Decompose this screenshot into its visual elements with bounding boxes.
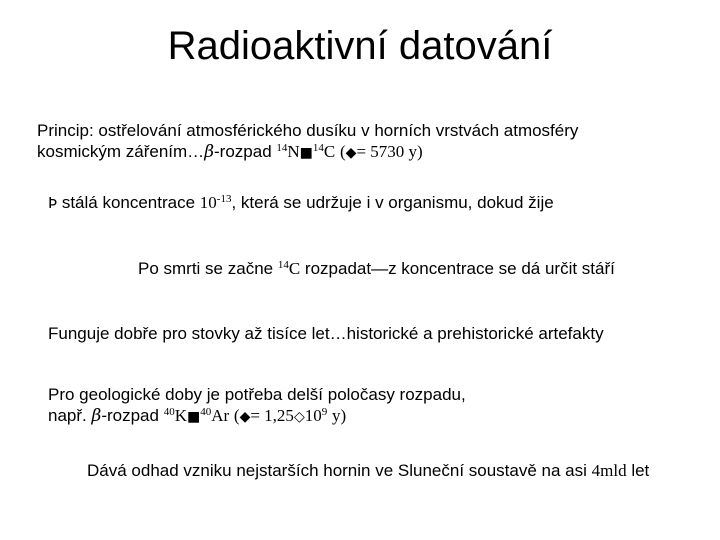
implies-icon: Þ bbox=[48, 194, 58, 212]
beta-symbol-2: β bbox=[91, 406, 102, 426]
concentration-paragraph bbox=[48, 192, 554, 214]
example-prefix: např. bbox=[48, 406, 87, 425]
carbon-14-mass: 14 bbox=[277, 258, 289, 271]
arrow-icon: ■ bbox=[299, 145, 313, 161]
potassium-symbol: K bbox=[174, 406, 187, 425]
potassium-half-life: = 1,25 bbox=[250, 406, 294, 425]
times-icon: ◇ bbox=[293, 409, 305, 425]
tau-icon-2: ◆ bbox=[239, 409, 251, 425]
after-death-text: Po smrti se začne bbox=[138, 259, 274, 278]
concentration-text-after: , která se udržuje i v organismu, dokud žije bbox=[231, 193, 554, 212]
concentration-value bbox=[200, 193, 232, 212]
open-paren: ( bbox=[339, 142, 346, 161]
half-life-value: = 5730 y) bbox=[356, 142, 423, 161]
principle-line-2 bbox=[37, 141, 578, 164]
solar-system-paragraph bbox=[87, 460, 649, 481]
beta-symbol: β bbox=[204, 142, 215, 162]
principle-line-1: Princip: ostřelování atmosférického dusíku v horních vrstvách atmosféry bbox=[37, 121, 579, 140]
tau-icon: ◆ bbox=[345, 145, 357, 161]
decay-label: -rozpad bbox=[214, 142, 272, 161]
carbon-symbol: C bbox=[323, 142, 336, 161]
carbon-14-symbol: C bbox=[288, 259, 301, 278]
geological-paragraph bbox=[48, 384, 466, 428]
carbon-14-isotope bbox=[278, 259, 300, 278]
carbon-mass: 14 bbox=[312, 141, 324, 154]
slide-title: Radioaktivní datování bbox=[167, 24, 553, 68]
power-of-ten bbox=[305, 406, 328, 425]
potassium-isotope bbox=[164, 406, 187, 425]
argon-isotope bbox=[200, 406, 229, 425]
nitrogen-mass: 14 bbox=[276, 141, 288, 154]
open-paren-2: ( bbox=[233, 406, 240, 425]
cosmic-radiation-text: kosmickým zářením… bbox=[37, 142, 205, 161]
nitrogen-symbol: N bbox=[287, 142, 300, 161]
argon-symbol: Ar bbox=[211, 406, 230, 425]
age-unit: let bbox=[631, 461, 650, 480]
solar-system-text: Dává odhad vzniku nejstarších hornin ve Sluneční soustavě na asi bbox=[87, 461, 587, 480]
principle-paragraph bbox=[37, 120, 578, 164]
nitrogen-isotope bbox=[276, 142, 299, 161]
decay-label-2: -rozpad bbox=[101, 406, 159, 425]
after-death-text-after: rozpadat—z koncentrace se dá určit stáří bbox=[304, 259, 615, 278]
power-exponent: 9 bbox=[321, 405, 328, 418]
geological-line-2 bbox=[48, 405, 466, 428]
potassium-mass: 40 bbox=[163, 405, 175, 418]
age-value: 4mld bbox=[591, 461, 627, 480]
concentration-text: stálá koncentrace bbox=[61, 193, 196, 212]
power-base: 10 bbox=[304, 406, 322, 425]
carbon-isotope bbox=[313, 142, 335, 161]
years-unit: y) bbox=[331, 406, 347, 425]
arrow-icon-2: ■ bbox=[186, 409, 201, 425]
argon-mass: 40 bbox=[200, 405, 212, 418]
after-death-paragraph bbox=[138, 258, 615, 279]
concentration-exponent: -13 bbox=[216, 192, 232, 205]
usage-paragraph: Funguje dobře pro stovky až tisíce let…historické a prehistorické artefakty bbox=[48, 324, 604, 343]
geological-line-1: Pro geologické doby je potřeba delší poločasy rozpadu, bbox=[48, 385, 466, 404]
concentration-base: 10 bbox=[199, 193, 217, 212]
